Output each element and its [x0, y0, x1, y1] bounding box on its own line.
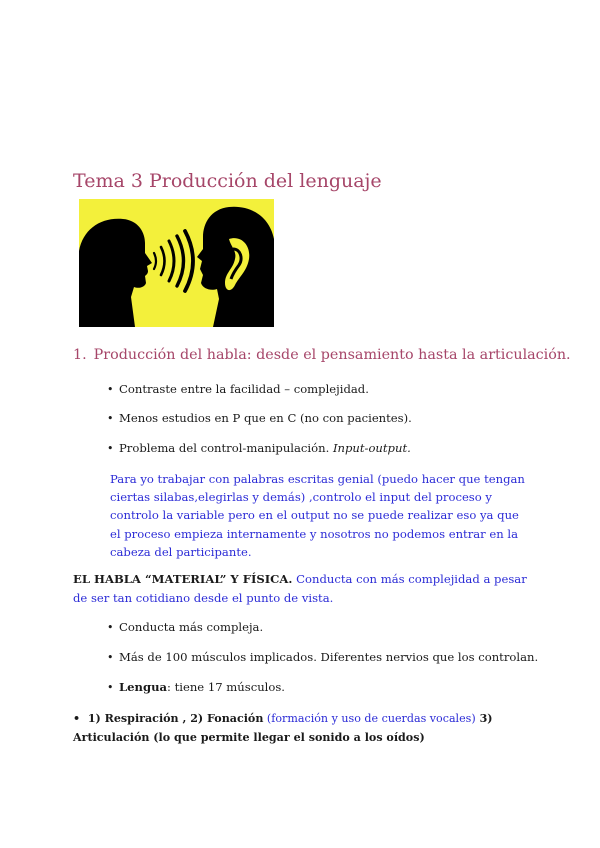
articulation-paragraph: • 1) Respiración , 2) Fonación (formación y uso de cuerdas vocales) 3) Articulación (lo que permite llegar el sonido a los oídos)	[73, 712, 493, 744]
section-heading	[73, 347, 571, 363]
page-title: Tema 3 Producción del lenguaje	[73, 170, 382, 192]
speech-hearing-illustration	[79, 199, 274, 327]
bullet-icon: •	[107, 412, 114, 425]
bullet-icon: •	[73, 712, 81, 725]
bullet-icon: •	[107, 651, 114, 664]
list-item: • Más de 100 músculos implicados. Diferentes nervios que los controlan.	[107, 650, 539, 664]
list-item: • Menos estudios en P que en C (no con pacientes).	[107, 411, 412, 425]
list-item: • Contraste entre la facilidad – complejidad.	[107, 382, 369, 396]
bullet-icon: •	[107, 383, 114, 396]
list-item: • Conducta más compleja.	[107, 620, 264, 634]
section-number: 1.	[73, 347, 87, 363]
habla-paragraph	[73, 570, 543, 608]
habla-note: Conducta con más complejidad a pesar de ser tan cotidiano desde el punto de vista.	[73, 572, 527, 605]
speaker-listener-icon	[79, 199, 274, 327]
list-item: • Problema del control-manipulación. Input-output.	[107, 441, 411, 455]
bullet-icon: •	[107, 442, 114, 455]
section-heading-text: Producción del habla: desde el pensamiento hasta la articulación.	[93, 347, 571, 363]
habla-heading: EL HABLA “MATERIAL” Y FÍSICA.	[73, 572, 293, 586]
list-item: • Lengua: tiene 17 músculos.	[107, 680, 285, 694]
bullet-icon: •	[107, 621, 114, 634]
bullet-icon: •	[107, 681, 114, 694]
note-paragraph: Para yo trabajar con palabras escritas genial (puedo hacer que tengan ciertas silabas,elegirlas y demás) ,controlo el input del proceso y controlo la variable pero en el output no se puede realizar eso ya que el proceso empieza internamente y nosotros no podemos entrar en la cabeza del participante.	[110, 472, 525, 559]
